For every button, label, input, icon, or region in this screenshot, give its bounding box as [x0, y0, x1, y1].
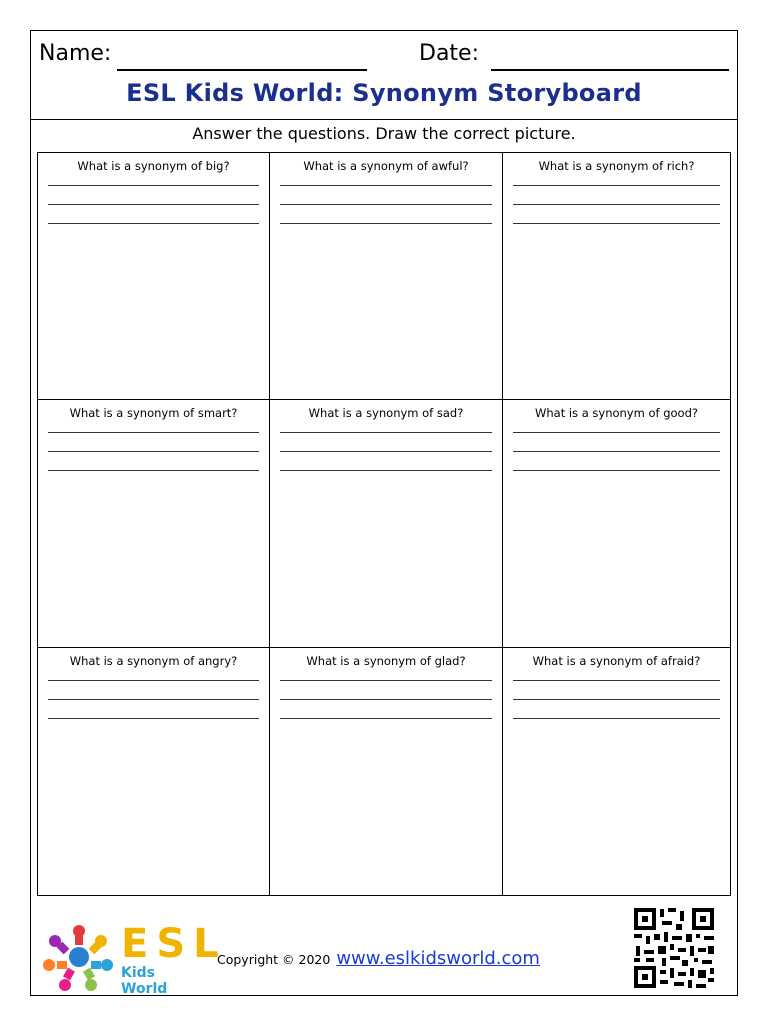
answer-line[interactable] — [280, 451, 492, 452]
answer-line[interactable] — [513, 470, 720, 471]
answer-line[interactable] — [280, 718, 492, 719]
question-text: What is a synonym of smart? — [69, 406, 238, 420]
kids-circle-icon — [41, 921, 117, 991]
esl-kids-world-logo — [41, 921, 227, 997]
storyboard-grid — [37, 152, 731, 896]
question-text: What is a synonym of glad? — [306, 654, 466, 668]
storyboard-cell[interactable] — [270, 153, 503, 400]
answer-line[interactable] — [513, 680, 720, 681]
answer-line[interactable] — [48, 204, 259, 205]
storyboard-cell[interactable] — [38, 153, 270, 400]
answer-line[interactable] — [48, 680, 259, 681]
answer-line[interactable] — [513, 185, 720, 186]
question-text: What is a synonym of rich? — [538, 159, 695, 173]
answer-line[interactable] — [48, 223, 259, 224]
logo-esl-text: ESL — [121, 921, 227, 967]
name-label: Name: — [39, 41, 112, 66]
answer-line[interactable] — [513, 718, 720, 719]
qr-code-icon — [633, 907, 715, 989]
answer-line[interactable] — [48, 718, 259, 719]
answer-line[interactable] — [513, 204, 720, 205]
instructions: Answer the questions. Draw the correct picture. — [192, 124, 576, 143]
answer-line[interactable] — [48, 451, 259, 452]
answer-line[interactable] — [280, 680, 492, 681]
name-date-row — [39, 41, 729, 75]
storyboard-cell[interactable] — [503, 648, 730, 895]
worksheet — [30, 30, 738, 996]
qr-code — [633, 907, 715, 989]
website-link[interactable]: www.eslkidsworld.com — [336, 948, 540, 969]
storyboard-cell[interactable] — [503, 153, 730, 400]
page-title: ESL Kids World: Synonym Storyboard — [126, 79, 642, 107]
question-text: What is a synonym of afraid? — [532, 654, 701, 668]
answer-line[interactable] — [280, 185, 492, 186]
question-text: What is a synonym of angry? — [69, 654, 238, 668]
answer-line[interactable] — [513, 223, 720, 224]
copyright — [217, 948, 540, 969]
question-text: What is a synonym of good? — [534, 406, 698, 420]
storyboard-cell[interactable] — [503, 400, 730, 648]
answer-line[interactable] — [280, 432, 492, 433]
answer-line[interactable] — [513, 699, 720, 700]
logo-kids-world-text: Kids World — [121, 965, 168, 997]
question-text: What is a synonym of big? — [77, 159, 230, 173]
answer-line[interactable] — [48, 432, 259, 433]
answer-line[interactable] — [280, 470, 492, 471]
answer-line[interactable] — [48, 185, 259, 186]
storyboard-cell[interactable] — [270, 648, 503, 895]
answer-line[interactable] — [48, 699, 259, 700]
answer-line[interactable] — [513, 451, 720, 452]
answer-line[interactable] — [280, 223, 492, 224]
question-text: What is a synonym of awful? — [303, 159, 469, 173]
storyboard-cell[interactable] — [270, 400, 503, 648]
storyboard-cell[interactable] — [38, 400, 270, 648]
date-label: Date: — [419, 41, 479, 66]
divider — [31, 119, 737, 120]
copyright-text: Copyright © 2020 — [217, 952, 331, 967]
answer-line[interactable] — [280, 699, 492, 700]
question-text: What is a synonym of sad? — [308, 406, 464, 420]
answer-line[interactable] — [513, 432, 720, 433]
answer-line[interactable] — [48, 470, 259, 471]
storyboard-cell[interactable] — [38, 648, 270, 895]
answer-line[interactable] — [280, 204, 492, 205]
name-field[interactable] — [117, 69, 367, 71]
date-field[interactable] — [491, 69, 729, 71]
